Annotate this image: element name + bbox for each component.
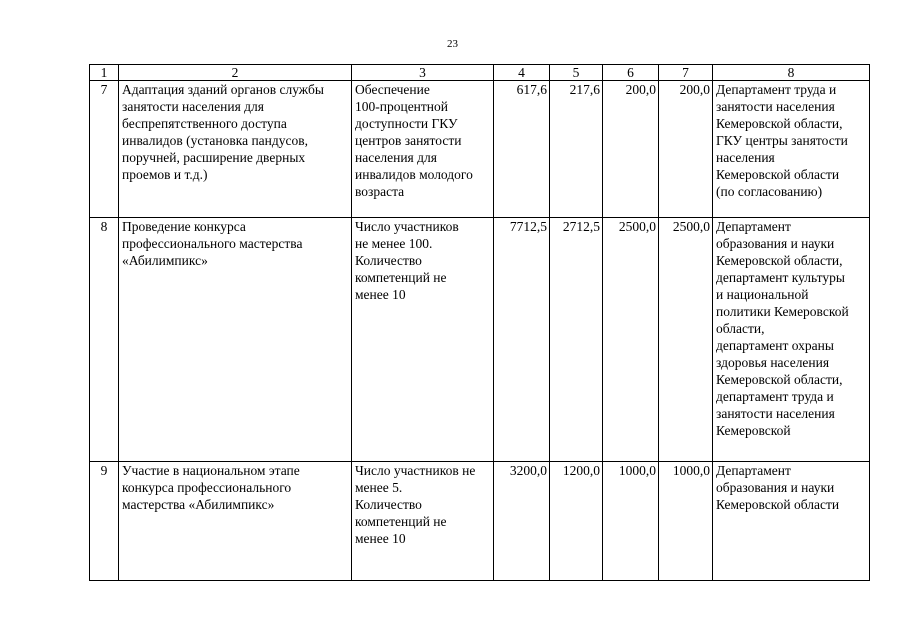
executor-cell: Департамент образования и науки Кемеровской области <box>713 462 870 581</box>
measure-cell: Участие в национальном этапе конкурса профессионального мастерства «Абилимпикс» <box>119 462 352 581</box>
column-header: 8 <box>713 65 870 81</box>
result-cell: Обеспечение 100-процентной доступности ГКУ центров занятости населения для инвалидов молодого возраста <box>352 81 494 218</box>
row-number: 8 <box>90 218 119 462</box>
amount-cell: 2500,0 <box>603 218 659 462</box>
table-row <box>90 462 870 581</box>
column-header: 1 <box>90 65 119 81</box>
column-header: 6 <box>603 65 659 81</box>
result-cell: Число участников не менее 100. Количество компетенций не менее 10 <box>352 218 494 462</box>
table-row <box>90 218 870 462</box>
amount-cell: 1000,0 <box>659 462 713 581</box>
amount-cell: 3200,0 <box>494 462 550 581</box>
column-header: 2 <box>119 65 352 81</box>
column-header: 7 <box>659 65 713 81</box>
amount-cell: 1200,0 <box>550 462 603 581</box>
program-measures-table <box>89 64 870 581</box>
measure-cell: Адаптация зданий органов службы занятости населения для беспрепятственного доступа инвалидов (установка пандусов, поручней, расширение дверных проемов и т.д.) <box>119 81 352 218</box>
amount-cell: 200,0 <box>603 81 659 218</box>
amount-cell: 617,6 <box>494 81 550 218</box>
result-cell: Число участников не менее 5. Количество компетенций не менее 10 <box>352 462 494 581</box>
row-number: 9 <box>90 462 119 581</box>
amount-cell: 7712,5 <box>494 218 550 462</box>
amount-cell: 2712,5 <box>550 218 603 462</box>
executor-cell: Департамент труда и занятости населения Кемеровской области, ГКУ центры занятости населения Кемеровской области (по согласованию) <box>713 81 870 218</box>
row-number: 7 <box>90 81 119 218</box>
table-row <box>90 81 870 218</box>
amount-cell: 2500,0 <box>659 218 713 462</box>
page-number: 23 <box>447 38 458 50</box>
column-header: 5 <box>550 65 603 81</box>
amount-cell: 217,6 <box>550 81 603 218</box>
amount-cell: 200,0 <box>659 81 713 218</box>
column-number-row <box>90 65 870 81</box>
column-header: 3 <box>352 65 494 81</box>
column-header: 4 <box>494 65 550 81</box>
executor-cell: Департамент образования и науки Кемеровской области, департамент культуры и национальной политики Кемеровской области, департамент охраны здоровья населения Кемеровской области, департамент труда и занятости населения Кемеровской <box>713 218 870 462</box>
measure-cell: Проведение конкурса профессионального мастерства «Абилимпикс» <box>119 218 352 462</box>
amount-cell: 1000,0 <box>603 462 659 581</box>
